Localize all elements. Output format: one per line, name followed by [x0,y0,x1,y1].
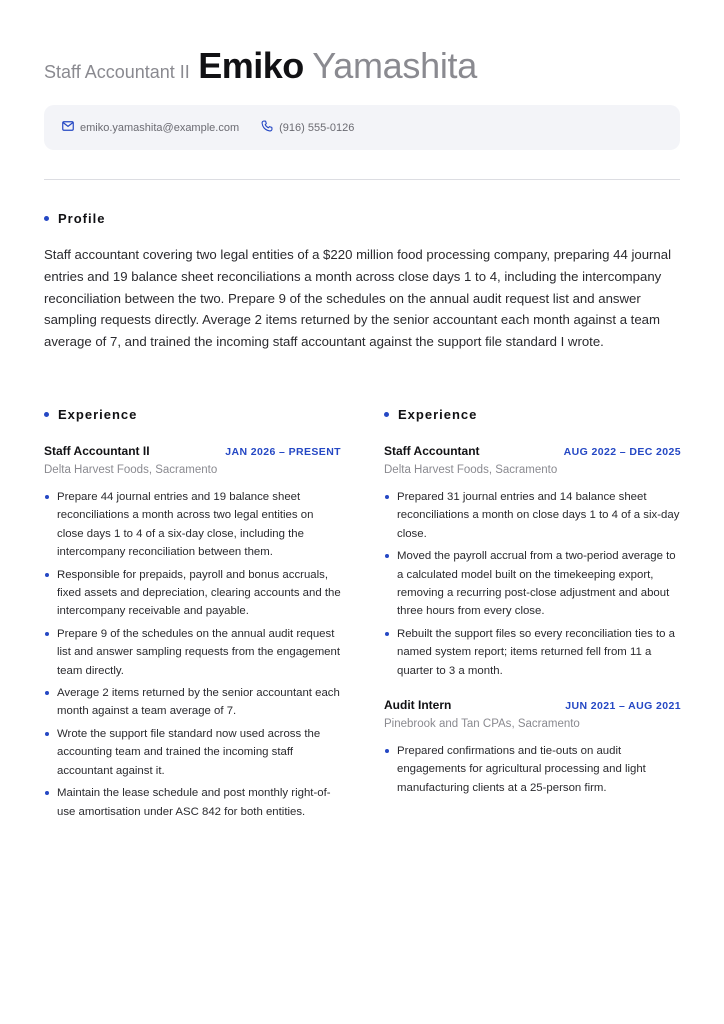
contact-bar [44,105,680,150]
job-company: Pinebrook and Tan CPAs [384,718,512,731]
job-header [384,698,681,712]
job-company-location [384,464,681,476]
job-bullet: Maintain the lease schedule and post monthly right-of-use amortisation under ASC 842 for both entities. [44,784,341,821]
job-bullet-list [44,488,341,821]
job-bullet: Prepared confirmations and tie-outs on audit engagements for agricultural processing and light manufacturing clients at a 25-person firm. [384,742,681,797]
job-bullet-list [384,488,681,680]
contact-email[interactable] [62,121,239,134]
phone-text: (916) 555-0126 [279,121,355,134]
job-location: Sacramento [155,464,218,476]
job-title: Staff Accountant II [44,62,190,82]
job-company-location [384,718,681,730]
experience-column-left [44,444,341,835]
experience-heading-right [384,407,477,422]
name-header [44,44,477,96]
job-company: Delta Harvest Foods [384,464,489,476]
job-bullet: Moved the payroll accrual from a two-period average to a calculated model built on the timekeeping export, removing a recurring post-close adjustment and about three hours from every close. [384,547,681,621]
job-bullet: Wrote the support file standard now used across the accounting team and trained the incoming staff accountant against it. [44,725,341,780]
job-bullet: Responsible for prepaids, payroll and bonus accruals, fixed assets and depreciation, clearing accounts and the intercompany receivable and payable. [44,566,341,621]
job-dates: JAN 2026 – PRESENT [225,446,341,458]
bullet-dot-icon [44,216,49,221]
job-bullet: Prepare 9 of the schedules on the annual audit request list and answer sampling requests from the engagement team directly. [44,625,341,680]
experience-heading-left [44,407,137,422]
job-bullet: Prepared 31 journal entries and 14 balance sheet reconciliations a month on close days 1 to 4 of a six-day close. [384,488,681,543]
profile-heading [44,211,105,226]
company-location-separator: , [488,464,496,476]
last-name: Yamashita [312,45,477,86]
phone-icon [261,120,279,135]
bullet-dot-icon [384,412,389,417]
job-bullet: Rebuilt the support files so every reconciliation ties to a named system report; items returned fell from 11 a quarter to 3 a month. [384,625,681,680]
job-entry [384,698,681,797]
experience-heading-label: Experience [58,407,138,422]
mail-icon [62,121,80,134]
job-role: Audit Intern [384,698,452,713]
job-company: Delta Harvest Foods [44,464,149,476]
job-role: Staff Accountant II [44,444,150,458]
profile-text: Staff accountant covering two legal entities of a $220 million food processing company, preparing 44 journal entries and 19 balance sheet reconciliations a month across close days 1 to 4, including the intercompany reconciliation between the two. Prepare 9 of the schedules on the annual audit request list and answer sampling requests directly. Average 2 items returned by the senior accountant each month against a team average of 7, and trained the incoming staff accountant against the support file standard I wrote. [44,247,672,350]
job-entry [384,444,681,680]
job-bullet: Prepare 44 journal entries and 19 balance sheet reconciliations a month across two legal entities on close days 1 to 4 of a six-day close, including the intercompany reconciliation between them. [44,488,341,562]
experience-column-right [384,444,681,811]
email-text: emiko.yamashita@example.com [80,121,240,134]
job-header [384,444,681,458]
job-company-location [44,464,341,476]
job-dates: JUN 2021 – AUG 2021 [565,700,681,713]
company-location-separator: , [511,718,518,731]
job-location: Sacramento [495,464,558,476]
job-role: Staff Accountant [384,444,480,458]
job-dates: AUG 2022 – DEC 2025 [563,446,681,458]
job-header [44,444,341,458]
profile-heading-label: Profile [58,211,106,226]
experience-heading-label: Experience [398,407,478,422]
bullet-dot-icon [44,412,49,417]
job-entry [44,444,341,821]
job-location: Sacramento [517,718,580,731]
job-bullet: Average 2 items returned by the senior accountant each month against a team average of 7. [44,684,341,721]
header-divider [44,179,680,180]
job-bullet-list [384,742,681,797]
company-location-separator: , [148,464,156,476]
first-name: Emiko [198,45,304,86]
contact-phone[interactable] [261,120,354,135]
